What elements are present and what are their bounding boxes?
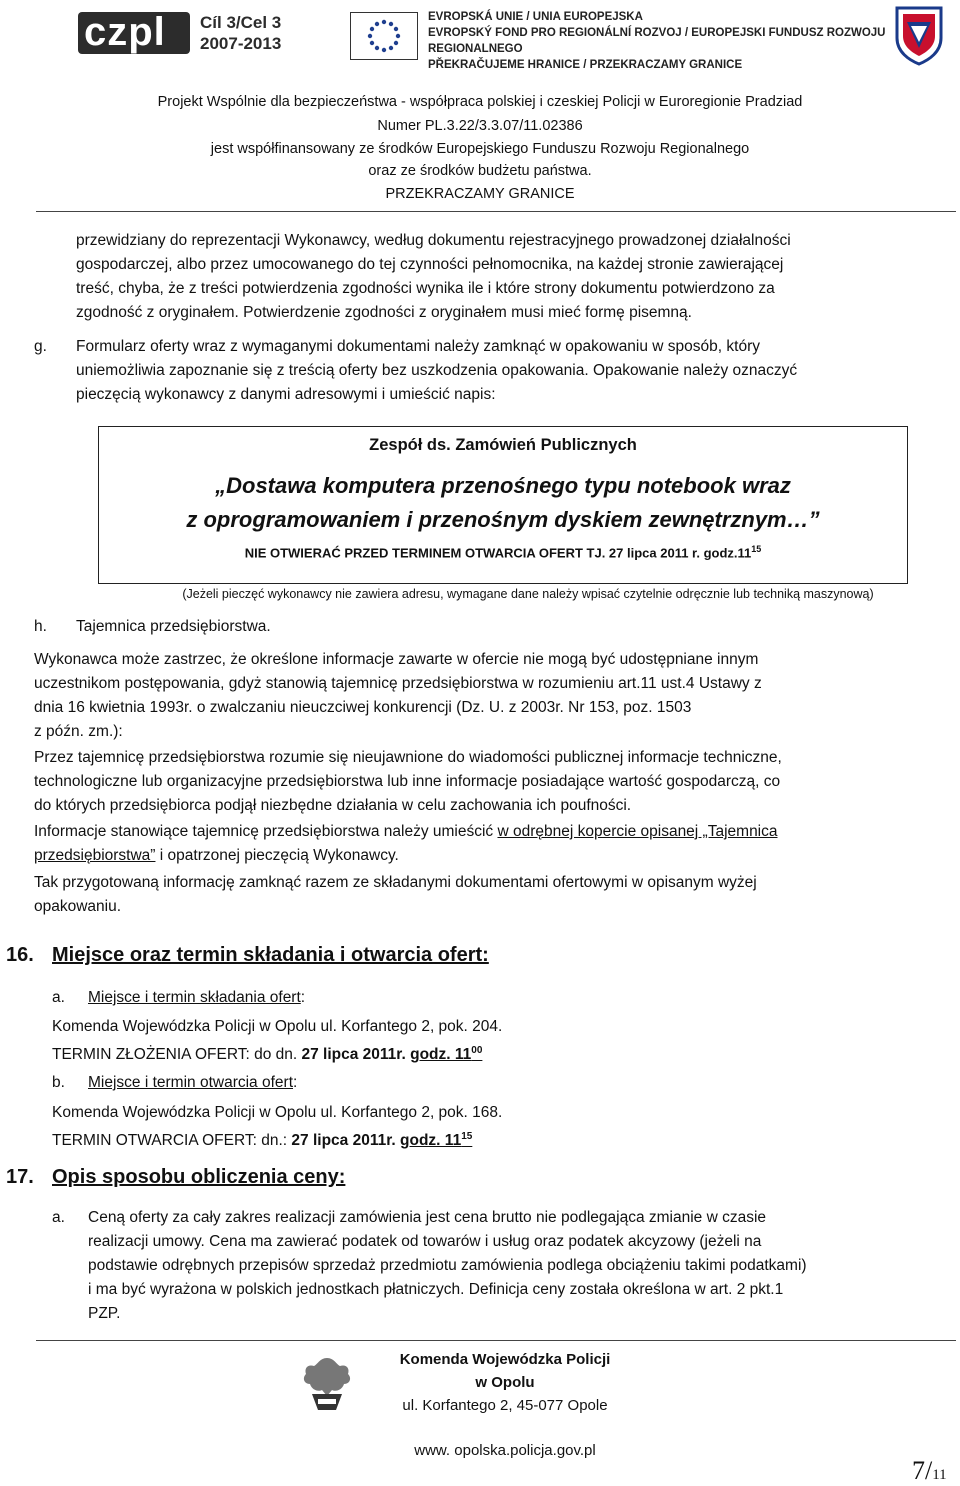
eu-line2: EVROPSKÝ FOND PRO REGIONÁLNÍ ROZVOJ / EUROPEJSKI FUNDUSZ ROZWOJU REGIONALNEGO <box>428 27 886 55</box>
paragraph-trade-secret-2 <box>34 746 954 818</box>
project-line-4: oraz ze środków budżetu państwa. <box>368 163 592 179</box>
footer-line-3: ul. Korfantego 2, 45-077 Opole <box>402 1397 608 1414</box>
paragraph-trade-secret-1 <box>34 648 954 744</box>
deadline-time-text: godz. 11 <box>410 1046 472 1064</box>
text-line: przewidziany do reprezentacji Wykonawcy, według dokumentu rejestracyjnego prowadzonej działalności <box>76 232 791 249</box>
footer-line-2: w Opolu <box>475 1374 535 1391</box>
underlined-text: w odrębnej kopercie opisanej „Tajemnica <box>497 823 778 840</box>
project-line-3: jest współfinansowany ze środków Europejskiego Funduszu Rozwoju Regionalnego <box>210 141 750 157</box>
text-line: opakowaniu. <box>34 898 122 915</box>
paragraph-trade-secret-4 <box>34 871 954 919</box>
text-line: pieczęcią wykonawcy z danymi adresowymi i umieścić napis: <box>76 386 496 403</box>
section-16-b-title <box>88 1071 297 1095</box>
label-subject-line1: „Dostawa komputera przenośnego typu notebook wraz <box>215 473 791 498</box>
deadline-time <box>410 1046 482 1063</box>
section-16-b-address: Komenda Wojewódzka Policji w Opolu ul. Korfantego 2, pok. 168. <box>52 1104 503 1121</box>
deadline-time <box>400 1132 472 1149</box>
text-line: gospodarczej, albo przez umocowanego do tej czynności pełnomocnika, na każdej stronie zawierającej <box>76 256 784 273</box>
text-line: uczestnikom postępowania, gdyż stanowią tajemnicę przedsiębiorstwa w rozumieniu art.11 ust.4 Ustawy z <box>34 675 762 692</box>
project-line-1: Projekt Wspólnie dla bezpieczeństwa - współpraca polskiej i czeskiej Policji w Euroregionie Pradziad <box>157 94 803 110</box>
section-16-a-deadline <box>52 1039 482 1067</box>
section-16-title <box>52 944 489 967</box>
czpl-logo-sub-line2: 2007-2013 <box>200 34 282 53</box>
section-17-title <box>52 1166 345 1189</box>
text-line: zgodność z oryginałem. Potwierdzenie zgodności z oryginałem musi mieć formę pisemną. <box>76 304 692 321</box>
item-g-text <box>76 335 958 407</box>
footer-divider <box>36 1340 956 1341</box>
text-line: Ceną oferty za cały zakres realizacji zamówienia jest cena brutto nie podlegająca zmianie w czasie <box>88 1209 767 1226</box>
section-17-a-text <box>88 1206 958 1326</box>
text-span: Informacje stanowiące tajemnicę przedsiębiorstwa należy umieścić <box>34 823 498 840</box>
czpl-logo-subtitle <box>200 12 281 54</box>
eu-line1: EVROPSKÁ UNIE / UNIA EUROPEJSKA <box>428 11 643 23</box>
section-17-a-marker: a. <box>52 1209 65 1226</box>
text-line: do których przedsiębiorca podjął niezbędne działania w celu zachowania ich poufności. <box>34 797 632 814</box>
text-line <box>34 844 954 868</box>
colon: : <box>300 989 306 1006</box>
label-note: (Jeżeli pieczęć wykonawcy nie zawiera adresu, wymagane dane należy wpisać czytelnie odręcznie lub techniką maszynową) <box>182 587 874 601</box>
project-line-2: Numer PL.3.22/3.3.07/11.02386 <box>377 118 583 134</box>
czpl-logo-text: czpl <box>84 10 166 54</box>
text-line: z późn. zm.): <box>34 723 123 740</box>
section-16-b-marker: b. <box>52 1074 65 1091</box>
eu-flag-icon <box>350 12 418 60</box>
label-warning-text: NIE OTWIERAĆ PRZED TERMINEM OTWARCIA OFERT TJ. 27 lipca 2011 r. godz.11 <box>244 545 752 561</box>
page-current: 7/ <box>912 1456 933 1485</box>
eu-funding-text <box>428 9 960 73</box>
section-16-a-title-text: Miejsce i termin składania ofert <box>88 989 301 1006</box>
item-h-title: Tajemnica przedsiębiorstwa. <box>76 618 271 635</box>
label-warning-sup: 15 <box>751 544 762 554</box>
page-number <box>912 1456 947 1486</box>
label-title: Zespół ds. Zamówień Publicznych <box>369 436 637 454</box>
paragraph-trade-secret-3 <box>34 820 954 868</box>
label-subject-line2: z oprogramowaniem i przenośnym dyskiem zewnętrznym…” <box>186 507 820 532</box>
deadline-date: 27 lipca 2011r. <box>301 1046 406 1064</box>
section-16-number: 16. <box>6 944 34 966</box>
text-line: PZP. <box>88 1305 121 1322</box>
section-16-a-address: Komenda Wojewódzka Policji w Opolu ul. Korfantego 2, pok. 204. <box>52 1018 503 1035</box>
text-line: realizacji umowy. Cena ma zawierać podatek od towarów i usług oraz podatek akcyzowy (jeżeli na <box>88 1233 762 1250</box>
section-16-b-deadline <box>52 1125 472 1153</box>
section-17-title-text: Opis sposobu obliczenia ceny: <box>52 1166 346 1188</box>
text-line <box>34 820 954 844</box>
section-16-b-title-text: Miejsce i termin otwarcia ofert <box>88 1074 294 1091</box>
project-line-5: PRZEKRACZAMY GRANICE <box>385 186 575 202</box>
section-16-a-title <box>88 986 305 1010</box>
footer-line-1: Komenda Wojewódzka Policji <box>399 1351 611 1368</box>
text-line: uniemożliwia zapoznanie się z treścią oferty bez uszkodzenia opakowania. Opakowanie należy oznaczyć <box>76 362 798 379</box>
text-line: dnia 16 kwietnia 1993r. o zwalczaniu nieuczciwej konkurencji (Dz. U. z 2003r. Nr 153, poz. 1503 <box>34 699 692 716</box>
deadline-time-sup: 15 <box>461 1131 473 1142</box>
item-g-marker: g. <box>34 338 47 355</box>
text-line: technologiczne lub organizacyjne przedsiębiorstwa lub inne informacje posiadające wartość gospodarczą, co <box>34 773 781 790</box>
eu-line3: PŘEKRAČUJEME HRANICE / PRZEKRACZAMY GRANICE <box>428 59 743 71</box>
deadline-prefix: TERMIN OTWARCIA OFERT: dn.: <box>52 1132 292 1150</box>
underlined-text: przedsiębiorstwa” <box>34 847 156 864</box>
footer-url-link[interactable]: www. opolska.policja.gov.pl <box>414 1442 596 1459</box>
text-line: i ma być wyrażona w polskich jednostkach płatniczych. Definicja ceny została określona w art. 2 pkt.1 <box>88 1281 784 1298</box>
section-16-title-text: Miejsce oraz termin składania i otwarcia ofert: <box>52 944 489 966</box>
header-divider <box>36 211 956 212</box>
text-line: Wykonawca może zastrzec, że określone informacje zawarte w ofercie nie mogą być udostępniane innym <box>34 651 759 668</box>
colon: : <box>293 1074 298 1091</box>
deadline-date: 27 lipca 2011r. <box>291 1132 396 1150</box>
text-line: Tak przygotowaną informację zamknąć razem ze składanymi dokumentami ofertowymi w opisanym wyżej <box>34 874 757 891</box>
text-line: podstawie odrębnych przepisów sprzedaż przedmiotu zamówienia podlega obciążeniu takimi podatkami) <box>88 1257 807 1274</box>
deadline-prefix: TERMIN ZŁOŻENIA OFERT: do dn. <box>52 1046 302 1064</box>
text-line: Formularz oferty wraz z wymaganymi dokumentami należy zamknąć w opakowaniu w sposób, który <box>76 338 760 355</box>
page-total: 11 <box>932 1467 947 1483</box>
label-warning <box>98 544 908 560</box>
deadline-time-text: godz. 11 <box>400 1132 462 1150</box>
section-17-number: 17. <box>6 1166 34 1188</box>
text-line: treść, chyba, że z treści potwierdzenia zgodności wynika ile i które strony dokumentu potwierdzono za <box>76 280 775 297</box>
text-span: i opatrzonej pieczęcią Wykonawcy. <box>155 847 399 864</box>
paragraph-signature <box>76 229 958 325</box>
item-h-marker: h. <box>34 618 47 635</box>
czpl-logo-sub-line1: Cíl 3/Cel 3 <box>200 13 282 32</box>
deadline-time-sup: 00 <box>471 1045 483 1056</box>
euroregion-emblem-icon <box>893 4 945 66</box>
section-16-a-marker: a. <box>52 989 65 1006</box>
text-line: Przez tajemnicę przedsiębiorstwa rozumie się nieujawnione do wiadomości publicznej informacje techniczne, <box>34 749 782 766</box>
